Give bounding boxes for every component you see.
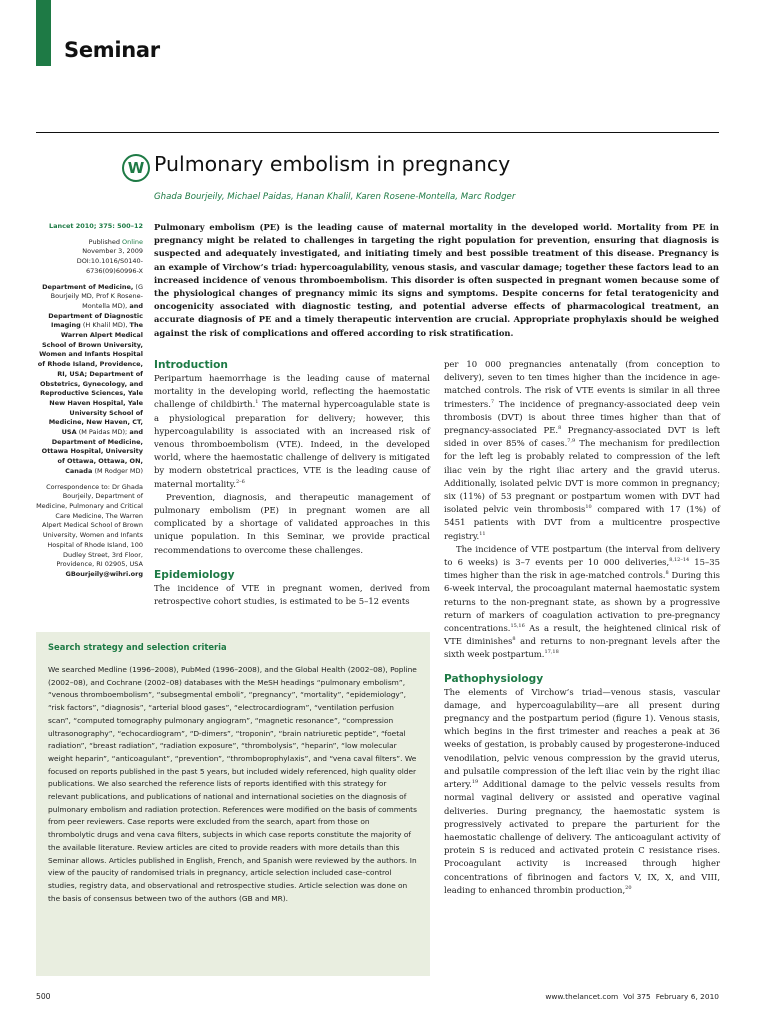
journal-footer <box>545 992 719 1001</box>
body-column-right <box>444 358 720 897</box>
page-number: 500 <box>36 992 51 1001</box>
website-link[interactable]: www.thelancet.com <box>545 992 619 1001</box>
section-tag: Seminar <box>64 38 160 62</box>
paragraph: The incidence of VTE in pregnant women, derived from retrospective cohort studies, is estimated to be 5–12 events <box>154 582 430 607</box>
email-link[interactable]: GBourjeily@wihri.org <box>65 569 143 578</box>
issue-date: February 6, 2010 <box>655 992 719 1001</box>
panel-text: We searched Medline (1996–2008), PubMed (1996–2008), and the Global Health (2002–08), Popline (2002–08), and Cochrane (2002–08) databases with the MeSH headings “pulmonary embolism”, “venous thromboembolism”, “subsegmental emboli”, “pregnancy”, “mortality”, “epidemiology”, “risk factors”, “diagnosis”, “arterial blood gases”, “electrocardiogram”, “ventilation perfusion scan”, “computed tomography pulmonary angiogram”, “magnetic resonance”, “compression ultrasonography”, “echocardiogram”, “D-dimers”, “troponin”, “brain natriuretic peptide”, “foetal radiation”, “breast radiation”, “radiation exposure”, “thrombolysis”, “heparin”, “low molecular weight heparin”, “anticoagulant”, “prevention”, “thromboprophylaxis”, and “vena caval filters”. We focused on reports published in the past 5 years, but included widely referenced, high quality older publications. We also searched the reference lists of reports identified with this strategy for relevant publications, and publications of national and international societies on the diagnosis of pulmonary embolism and radiation protection. References were modified on the basis of comments from peer reviewers. Case reports were excluded from the search, apart from those on thrombolytic drugs and vena cava filters, subjects in which case reports constitute the majority of the available literature. Review articles are cited to provide readers with more details than this Seminar allows. Articles published in English, French, and Spanish were reviewed by the authors. In view of the paucity of randomised trials in pregnancy, article selection included case–control studies, registry data, and observational and retrospective studies. Article selection was done on the basis of consensus between two of the authors (GB and MR). <box>48 665 417 903</box>
volume: Vol 375 <box>623 992 651 1001</box>
panel-heading: Search strategy and selection criteria <box>48 642 227 652</box>
body-column-left <box>154 358 430 608</box>
paragraph: Peripartum haemorrhage is the leading cause of maternal mortality in the developing world, reflecting the haemostatic challenge of childbirth.$^1$ The maternal hypercoagulable state is a physiological preparation for delivery; however, this hypercoagulability is associated with an increased risk of venous thromboembolism (VTE). Indeed, in the developed world, where the haemostatic challenge of delivery is mitigated by modern obstetrical practices, VTE is the leading cause of maternal mortality.$^{2-6}$ <box>154 373 430 489</box>
citation: Lancet 2010; 375: 500–12 <box>48 222 143 230</box>
abstract: Pulmonary embolism (PE) is the leading cause of maternal mortality in the developed world. Mortality from PE in pregnancy might be related to challenges in targeting the right population for prevention, ensuring that diagnosis is suspected and adequately investigated, and initiating timely and best possible treatment of this disease. Pregnancy is an example of Virchow’s triad: hypercoagulability, venous stasis, and vascular damage; together these factors lead to an increased incidence of venous thromboembolism. This disorder is often suspected in pregnant women because some of the physiological changes of pregnancy mimic its signs and symptoms. Despite concerns for fetal teratogenicity and oncogenicity associated with diagnostic testing, and potential adverse effects of pharmacological treatment, an accurate diagnosis of PE and a timely therapeutic intervention are crucial. Appropriate prophylaxis should be weighed against the risk of complications and offered according to risk stratification. <box>154 222 719 338</box>
publication-info: Published Online November 3, 2009 DOI:10.1016/S0140-6736(09)60996-X <box>76 237 143 275</box>
correspondence: Correspondence to: Dr Ghada Bourjeily, Department of Medicine, Pulmonary and Critical Care Medicine, The Warren Alpert Medical School of Brown University, Women and Infants Hospital of Rhode Island, 100 Dudley Street, 3rd Floor, Providence, RI 02905, USA GBourjeily@wihri.org <box>36 482 143 578</box>
paragraph: The incidence of VTE postpartum (the interval from delivery to 6 weeks) is 3–7 events per 10 000 deliveries,$^{8,12-14}$ 15–35 times higher than the risk in age-matched controls.$^8$ During this 6-week interval, the procoagulant maternal haemostatic system returns to the non-pregnant state, as shown by a progressive return of markers of coagulation activation to pre-pregnancy concentrations.$^{15,16}$ As a result, the heightened clinical risk of VTE diminishes$^8$ and returns to non-pregnant levels after the sixth week postpartum.$^{17,18}$ <box>444 543 721 660</box>
margin-notes <box>36 222 143 586</box>
section-color-bar <box>36 0 51 66</box>
published-date: November 3, 2009 <box>82 247 143 256</box>
heading-pathophysiology: Pathophysiology <box>444 672 544 685</box>
heading-epidemiology: Epidemiology <box>154 568 235 581</box>
search-strategy-panel <box>36 632 430 976</box>
online-first-icon: W <box>122 154 150 182</box>
header-rule <box>36 132 719 133</box>
paragraph: Prevention, diagnosis, and therapeutic management of pulmonary embolism (PE) in pregnant women are all complicated by a shortage of validated approaches in this unique population. In this Seminar, we provide practical recommendations to overcome these challenges. <box>154 491 430 555</box>
doi: DOI:10.1016/S0140-6736(09)60996-X <box>76 257 143 275</box>
article-title: Pulmonary embolism in pregnancy <box>154 152 511 176</box>
heading-introduction: Introduction <box>154 359 228 371</box>
author-list: Ghada Bourjeily, Michael Paidas, Hanan Khalil, Karen Rosene-Montella, Marc Rodger <box>154 192 516 202</box>
paragraph: per 10 000 pregnancies antenatally (from conception to delivery), seven to ten times higher than the incidence in age-matched controls. The risk of VTE events is similar in all three trimesters.$^7$ The incidence of pregnancy-associated deep vein thrombosis (DVT) is about three times higher than that of pregnancy-associated PE.$^8$ Pregnancy-associated DVT is left sided in over 85% of cases.$^{7,9}$ The mechanism for predilection for the left leg is probably related to compression of the left iliac vein by the right iliac artery and the gravid uterus. Additionally, isolated pelvic DVT is more common in pregnancy; six (11%) of 53 pregnant or postpartum women with DVT had isolated pelvic vein thrombosis$^{10}$ compared with 17 (1%) of 5451 patients with DVT from a multicentre prospective registry.$^{11}$ <box>444 359 721 541</box>
online-link[interactable]: Online <box>122 237 143 246</box>
affiliations: Department of Medicine, (G Bourjeily MD, Prof K Rosene-Montella MD), and Department of Diagnostic Imaging (H Khalil MD), The Warren Alpert Medical School of Brown University, Women and Infants Hospital of Rhode Island, Providence, RI, USA; Department of Obstetrics, Gynecology, and Reproductive Sciences, Yale New Haven Hospital, Yale University School of Medicine, New Haven, CT, USA (M Paidas MD); and Department of Medicine, Ottawa Hospital, University of Ottawa, Ottawa, ON, Canada (M Rodger MD) <box>37 282 143 475</box>
paragraph: The elements of Virchow’s triad—venous stasis, vascular damage, and hypercoagulability—are all present during pregnancy and the postpartum period (figure 1). Venous stasis, which begins in the first trimester and reaches a peak at 36 weeks of gestation, is probably caused by progesterone-induced venodilation, pelvic venous compression by the gravid uterus, and pulsatile compression of the left iliac vein by the right iliac artery.$^{19}$ Additional damage to the pelvic vessels results from normal vaginal delivery or assisted and operative vaginal deliveries. During pregnancy, the haemostatic system is progressively activated to prepare the parturient for the haemostatic challenge of delivery. The anticoagulant activity of protein S is reduced and activated protein C resistance rises. Procoagulant activity is increased through higher concentrations of fibrinogen and factors V, IX, X, and VIII, leading to enhanced thrombin production,$^{20}$ <box>444 686 720 895</box>
